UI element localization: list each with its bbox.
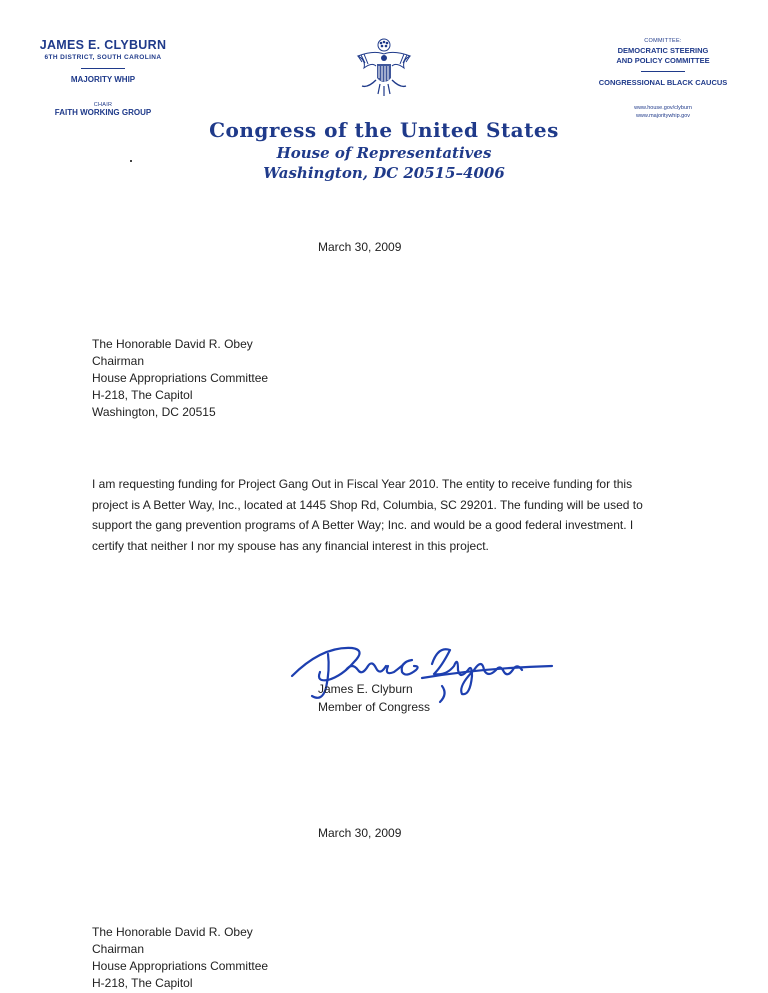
letterhead-right: [578, 38, 748, 120]
chair-label: CHAIR: [93, 102, 113, 108]
divider: [641, 71, 685, 72]
address-line: House Appropriations Committee: [92, 371, 269, 385]
body-line: project is A Better Way, Inc., located at 1445 Shop Rd, Columbia, SC 29201. The funding will be used to: [92, 497, 643, 512]
great-seal-eagle-icon: [352, 36, 416, 98]
address-line: Chairman: [92, 942, 145, 956]
member-district: 6TH DISTRICT, SOUTH CAROLINA: [44, 54, 162, 61]
address-line: H-218, The Capitol: [92, 388, 193, 402]
body-line: certify that neither I nor my spouse has any financial interest in this project.: [92, 538, 489, 553]
address-line: Washington, DC 20515–4006: [263, 164, 505, 182]
body-line: I am requesting funding for Project Gang Out in Fiscal Year 2010. The entity to receive funding for this: [92, 477, 633, 491]
house-title: House of Representatives: [276, 144, 492, 162]
website-2: www.majoritywhip.gov: [635, 113, 691, 119]
address-line: The Honorable David R. Obey: [92, 337, 253, 351]
recipient-address: [92, 924, 392, 992]
address-line: House Appropriations Committee: [92, 959, 269, 973]
divider: [81, 68, 125, 69]
signer-title: Member of Congress: [318, 700, 431, 714]
website-1: www.house.gov/clyburn: [634, 105, 692, 111]
address-line: Washington, DC 20515: [92, 405, 216, 419]
body-line: support the gang prevention programs of A Better Way; Inc. and would be a good federal investment. I: [92, 518, 634, 532]
letterhead-left: [18, 38, 188, 117]
signature-block: [318, 680, 430, 716]
recipient-address: [92, 336, 392, 421]
committee-label: COMMITTEE:: [644, 38, 682, 44]
congress-header: [180, 118, 588, 182]
committee-line-2: AND POLICY COMMITTEE: [616, 56, 710, 65]
address-line: H-218, The Capitol: [92, 976, 193, 990]
letter-body: [92, 474, 692, 556]
address-line: The Honorable David R. Obey: [92, 925, 253, 939]
working-group: FAITH WORKING GROUP: [54, 108, 152, 117]
letter-date: March 30, 2009: [318, 240, 402, 254]
caucus-name: CONGRESSIONAL BLACK CAUCUS: [598, 78, 728, 87]
committee-line-1: DEMOCRATIC STEERING: [617, 46, 709, 55]
address-line: Chairman: [92, 354, 145, 368]
speck: [130, 160, 132, 162]
member-title: MAJORITY WHIP: [70, 75, 136, 84]
signer-name: James E. Clyburn: [318, 682, 413, 696]
congress-title: Congress of the United States: [209, 118, 559, 142]
member-name: JAMES E. CLYBURN: [39, 38, 167, 52]
letter-date: March 30, 2009: [318, 826, 402, 840]
